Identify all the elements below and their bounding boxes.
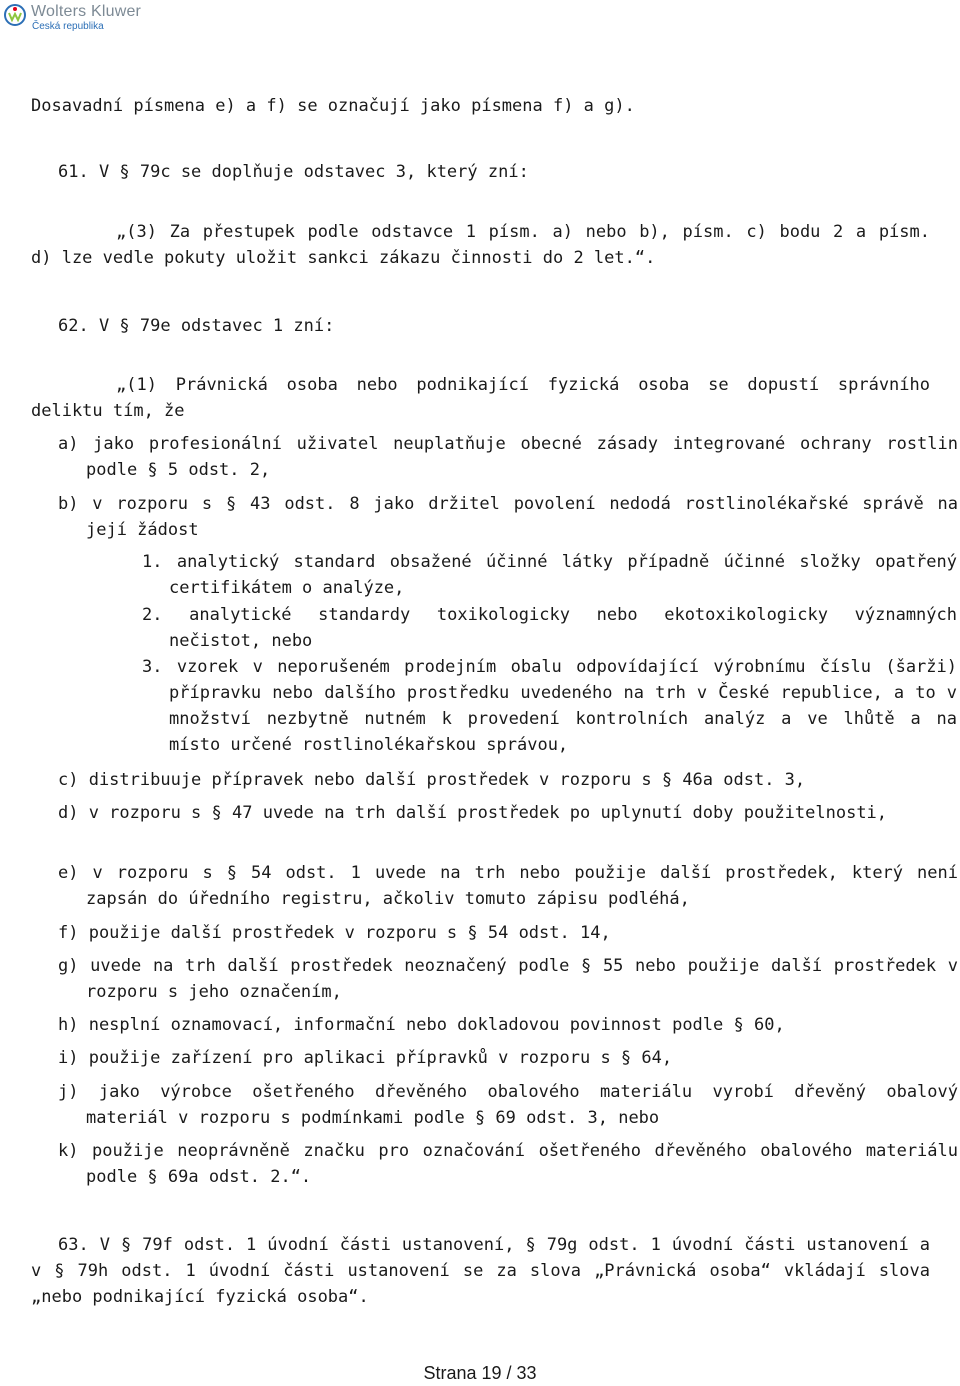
list-item-b: b) v rozporu s § 43 odst. 8 jako držitel povolení nedodá rostlinolékařské správě na její žádost [58,494,958,540]
paragraph-62: 62. V § 79e odstavec 1 zní: [58,316,335,336]
list-subitem-b3: 3. vzorek v neporušeném prodejním obalu odpovídající výrobnímu číslu (šarži) přípravku nebo dalšího prostředku uvedeného na trh v České republice, a to v množství nezbytně nutném k provedení kontrolních analýz a ve lhůtě a na místo určené rostlinolékařskou správou, [142,657,957,755]
publisher-logo [4,3,141,32]
list-subitem-b2: 2. analytické standardy toxikologicky nebo ekotoxikologicky významných nečistot, nebo [142,605,957,651]
paragraph-61: 61. V § 79c se doplňuje odstavec 3, který zní: [58,162,529,182]
list-item-h: h) nesplní oznamovací, informační nebo dokladovou povinnost podle § 60, [58,1015,785,1035]
list-item-a: a) jako profesionální uživatel neuplatňuje obecné zásady integrované ochrany rostlin podle § 5 odst. 2, [58,434,958,480]
list-item-i: i) použije zařízení pro aplikaci přípravků v rozporu s § 64, [58,1048,673,1068]
list-item-k: k) použije neoprávněně značku pro označování ošetřeného dřevěného obalového materiálu podle § 69a odst. 2.“. [58,1141,958,1187]
page-number: Strana 19 / 33 [423,1363,537,1383]
list-item-e: e) v rozporu s § 54 odst. 1 uvede na trh nebo použije další prostředek, který není zapsán do úředního registru, ačkoliv tomuto zápisu podléhá, [58,863,958,909]
logo-name: Wolters Kluwer [31,3,142,20]
paragraph-61-quote-line2: d) lze vedle pokuty uložit sankci zákazu činnosti do 2 let.“. [31,248,656,268]
paragraph-61-quote-line1: „(3) Za přestupek podle odstavce 1 písm. a) nebo b), písm. c) bodu 2 a písm. [116,222,930,242]
logo-subtitle: Česká republika [32,21,104,32]
list-item-f: f) použije další prostředek v rozporu s § 54 odst. 14, [58,923,611,943]
list-subitem-b1: 1. analytický standard obsažené účinné látky případně účinné složky opatřený certifikátem o analýze, [142,552,957,598]
list-item-d: d) v rozporu s § 47 uvede na trh další prostředek po uplynutí doby použitelnosti, [58,803,888,823]
list-item-j: j) jako výrobce ošetřeného dřevěného obalového materiálu vyrobí dřevěný obalový materiál v rozporu s podmínkami podle § 69 odst. 3, nebo [58,1082,958,1128]
wolters-kluwer-logo-icon [4,4,26,26]
list-item-g: g) uvede na trh další prostředek neoznačený podle § 55 nebo použije další prostředek v rozporu s jeho označením, [58,956,958,1002]
paragraph-renaming: Dosavadní písmena e) a f) se označují jako písmena f) a g). [31,96,635,116]
list-item-c: c) distribuuje přípravek nebo další prostředek v rozporu s § 46a odst. 3, [58,770,806,790]
paragraph-62-quote: „(1) Právnická osoba nebo podnikající fyzická osoba se dopustí správního deliktu tím, že [31,375,930,421]
paragraph-63: 63. V § 79f odst. 1 úvodní části ustanovení, § 79g odst. 1 úvodní části ustanovení a v § 79h odst. 1 úvodní části ustanovení se za slova „Právnická osoba“ vkládají slova „nebo podnikající fyzická osoba“. [31,1235,930,1307]
